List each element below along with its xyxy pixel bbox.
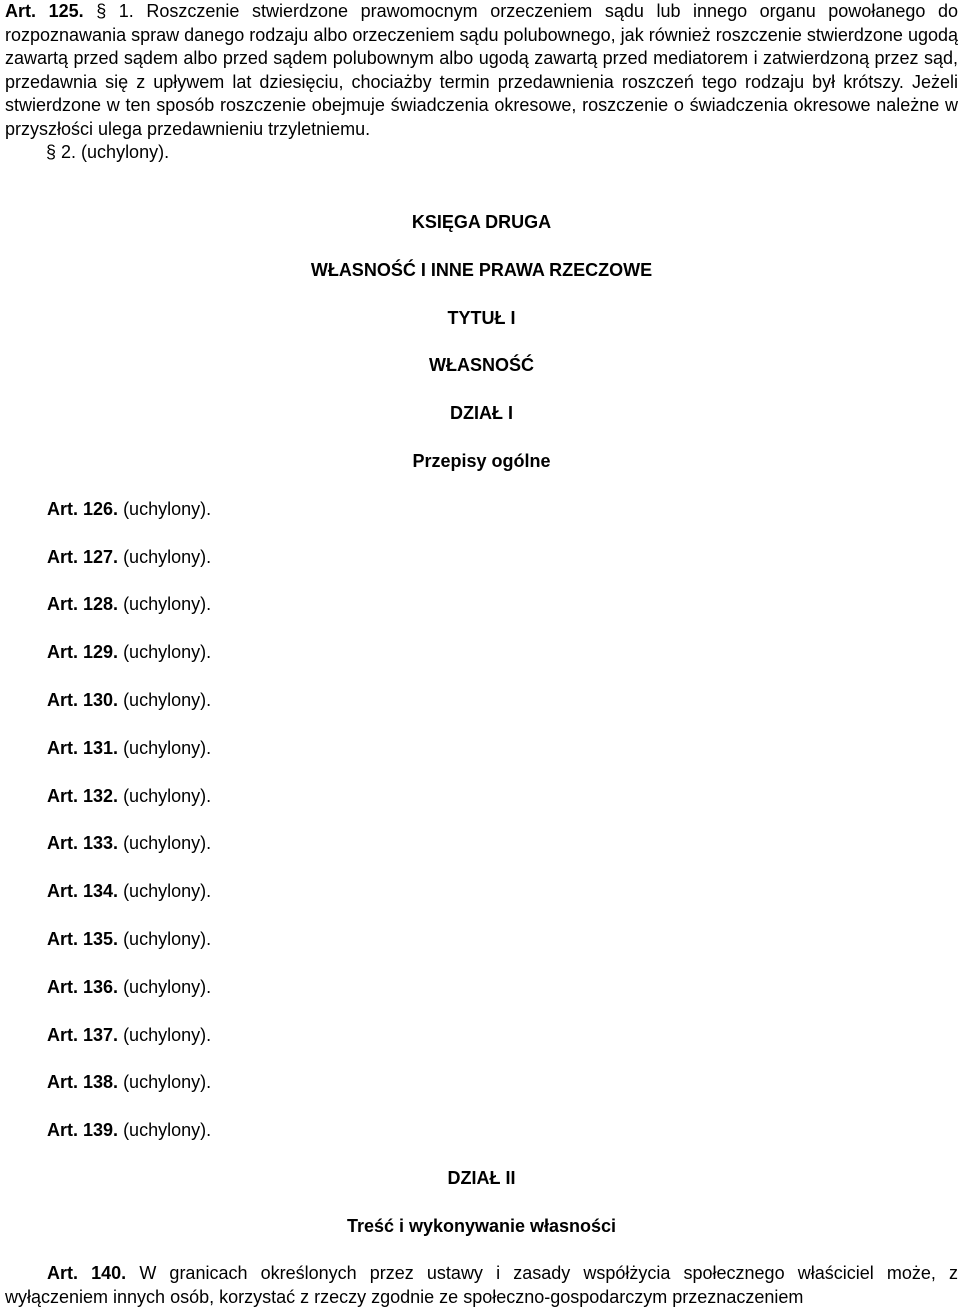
art-125-par-2-label: § 2. bbox=[46, 142, 77, 162]
article-line bbox=[47, 545, 211, 569]
article-number: Art. 135. bbox=[47, 929, 119, 949]
book-title-heading: WŁASNOŚĆ I INNE PRAWA RZECZOWE bbox=[310, 260, 653, 280]
article-number: Art. 138. bbox=[47, 1072, 119, 1092]
article-number: Art. 126. bbox=[47, 499, 119, 519]
article-number: Art. 131. bbox=[47, 738, 119, 758]
article-status: (uchylony). bbox=[123, 977, 212, 997]
article-line bbox=[47, 497, 211, 521]
document-page bbox=[5, 0, 958, 1307]
article-line bbox=[47, 1070, 211, 1094]
article-status: (uchylony). bbox=[123, 881, 212, 901]
article-status: (uchylony). bbox=[123, 786, 212, 806]
article-number: Art. 139. bbox=[47, 1120, 119, 1140]
article-status: (uchylony). bbox=[123, 642, 212, 662]
art-125-par-2-text: (uchylony). bbox=[81, 142, 170, 162]
article-status: (uchylony). bbox=[123, 499, 212, 519]
article-number: Art. 133. bbox=[47, 833, 119, 853]
article-status: (uchylony). bbox=[123, 547, 212, 567]
article-status: (uchylony). bbox=[123, 690, 212, 710]
book-heading: KSIĘGA DRUGA bbox=[411, 212, 552, 232]
article-status: (uchylony). bbox=[123, 833, 212, 853]
article-line bbox=[47, 688, 211, 712]
article-line bbox=[47, 736, 211, 760]
art-140-body: W granicach określonych przez ustawy i zasady współżycia społecznego właściciel może, z wyłączeniem innych osób, korzystać z rzeczy zgodnie ze społeczno-gospodarczym przeznaczeniem bbox=[5, 1263, 958, 1307]
division-2-heading: DZIAŁ II bbox=[447, 1168, 516, 1188]
article-line bbox=[47, 640, 211, 664]
article-number: Art. 130. bbox=[47, 690, 119, 710]
article-number: Art. 134. bbox=[47, 881, 119, 901]
art-125-par-1 bbox=[5, 0, 958, 141]
art-125-par-1-label: § 1. bbox=[96, 1, 134, 21]
division-2-name-heading: Treść i wykonywanie własności bbox=[346, 1216, 617, 1236]
article-line bbox=[47, 1118, 211, 1142]
article-number: Art. 132. bbox=[47, 786, 119, 806]
article-status: (uchylony). bbox=[123, 1025, 212, 1045]
art-140-text bbox=[5, 1262, 958, 1309]
title-heading: TYTUŁ I bbox=[447, 308, 516, 328]
article-number: Art. 137. bbox=[47, 1025, 119, 1045]
art-140-label: Art. 140. bbox=[47, 1263, 127, 1283]
article-line bbox=[47, 927, 211, 951]
article-line bbox=[47, 1023, 211, 1047]
article-line bbox=[47, 784, 211, 808]
article-number: Art. 128. bbox=[47, 594, 119, 614]
art-125-par-2 bbox=[5, 141, 958, 165]
article-status: (uchylony). bbox=[123, 1072, 212, 1092]
article-status: (uchylony). bbox=[123, 1120, 212, 1140]
article-number: Art. 127. bbox=[47, 547, 119, 567]
title-name-heading: WŁASNOŚĆ bbox=[429, 355, 534, 375]
article-status: (uchylony). bbox=[123, 738, 212, 758]
division-1-name-heading: Przepisy ogólne bbox=[412, 451, 551, 471]
article-line bbox=[47, 879, 211, 903]
article-status: (uchylony). bbox=[123, 594, 212, 614]
art-125-par-1-text: Roszczenie stwierdzone prawomocnym orzeczeniem sądu lub innego organu powołanego do rozpoznawania spraw danego rodzaju albo orzeczeniem sądu polubownego, jak również roszczenie stwierdzone ugodą zawartą przed sądem albo przed sądem polubownym albo ugodą zawartą przed mediatorem i zatwierdzoną przez sąd, przedawnia się z upływem lat dziesięciu, chociażby termin przedawnienia roszczeń tego rodzaju był krótszy. Jeżeli stwierdzone w ten sposób roszczenie obejmuje świadczenia okresowe, roszczenie o świadczenia okresowe należne w przyszłości ulega przedawnieniu trzyletniemu. bbox=[5, 1, 958, 139]
art-125-label: Art. 125. bbox=[5, 1, 84, 21]
article-line bbox=[47, 592, 211, 616]
division-1-heading: DZIAŁ I bbox=[450, 403, 513, 423]
article-status: (uchylony). bbox=[123, 929, 212, 949]
article-number: Art. 129. bbox=[47, 642, 119, 662]
article-line bbox=[47, 831, 211, 855]
article-line bbox=[47, 975, 211, 999]
article-number: Art. 136. bbox=[47, 977, 119, 997]
